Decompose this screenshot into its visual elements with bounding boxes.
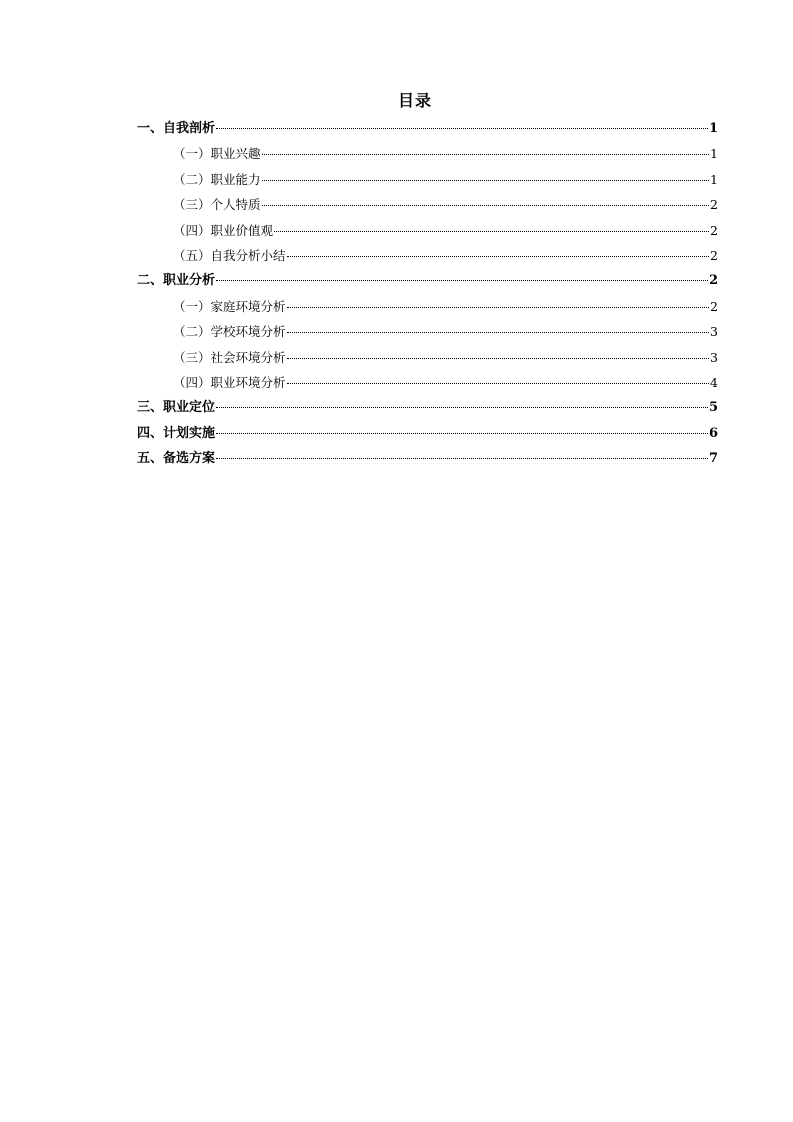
- toc-entry[interactable]: [137, 446, 718, 471]
- toc-leader: [216, 433, 708, 434]
- toc-leader: [287, 307, 710, 308]
- toc-leader: [262, 205, 710, 206]
- toc-entry-text: （三）个人特质: [173, 197, 261, 213]
- toc-entry-text: （一）家庭环境分析: [173, 298, 286, 314]
- toc-leader: [262, 180, 710, 181]
- toc-page-number: 6: [708, 425, 718, 441]
- toc-leader: [287, 332, 710, 333]
- toc-title: 目录: [397, 91, 432, 110]
- toc-leader: [216, 407, 708, 408]
- toc-leader: [216, 280, 708, 281]
- toc-page-number: 2: [710, 247, 718, 263]
- toc-leader: [274, 231, 709, 232]
- toc-entry[interactable]: [137, 345, 718, 370]
- toc-entry[interactable]: [137, 167, 718, 192]
- toc-page-number: 1: [708, 121, 718, 136]
- toc-entry-text: 一、自我剖析: [137, 121, 216, 136]
- toc-leader: [216, 458, 708, 459]
- toc-leader: [262, 154, 710, 155]
- toc-entry-text: 四、计划实施: [137, 425, 216, 441]
- toc-entry-text: （二）职业能力: [173, 171, 261, 187]
- toc-page-number: 5: [708, 400, 718, 416]
- toc-entry-text: 二、职业分析: [137, 273, 216, 289]
- toc-entry-text: （四）职业环境分析: [173, 374, 286, 390]
- toc-entry[interactable]: [137, 116, 718, 141]
- toc-entry[interactable]: [137, 370, 718, 395]
- toc-entry[interactable]: [137, 141, 718, 166]
- toc-entry[interactable]: [137, 319, 718, 344]
- toc-page-number: 1: [710, 146, 718, 162]
- toc-entry[interactable]: [137, 268, 718, 293]
- toc-entry[interactable]: [137, 192, 718, 217]
- toc-page-number: 2: [708, 273, 718, 289]
- toc-page-number: 3: [710, 349, 718, 365]
- toc-entry-text: （二）学校环境分析: [173, 324, 286, 340]
- toc-page-number: 2: [710, 298, 718, 314]
- toc-entry-text: （三）社会环境分析: [173, 349, 286, 365]
- toc-page-number: 1: [710, 171, 718, 187]
- toc-entry-text: （一）职业兴趣: [173, 146, 261, 162]
- toc-page-number: 3: [710, 324, 718, 340]
- toc-page-number: 2: [710, 197, 718, 213]
- toc-entry[interactable]: [137, 218, 718, 243]
- toc-entry[interactable]: [137, 294, 718, 319]
- toc-entry-text: （四）职业价值观: [173, 222, 274, 238]
- toc-entry-text: 三、职业定位: [137, 400, 216, 416]
- toc-page-number: 4: [710, 374, 718, 390]
- toc-entry[interactable]: [137, 395, 718, 420]
- toc-leader: [287, 358, 710, 359]
- toc-entry-text: （五）自我分析小结: [173, 247, 286, 263]
- toc-list: [137, 116, 718, 471]
- toc-entry[interactable]: [137, 243, 718, 268]
- toc-leader: [216, 128, 708, 129]
- toc-leader: [287, 383, 710, 384]
- toc-page-number: 2: [710, 222, 718, 238]
- toc-entry-text: 五、备选方案: [137, 451, 216, 467]
- toc-page-number: 7: [708, 451, 718, 467]
- toc-entry[interactable]: [137, 421, 718, 446]
- toc-leader: [287, 256, 710, 257]
